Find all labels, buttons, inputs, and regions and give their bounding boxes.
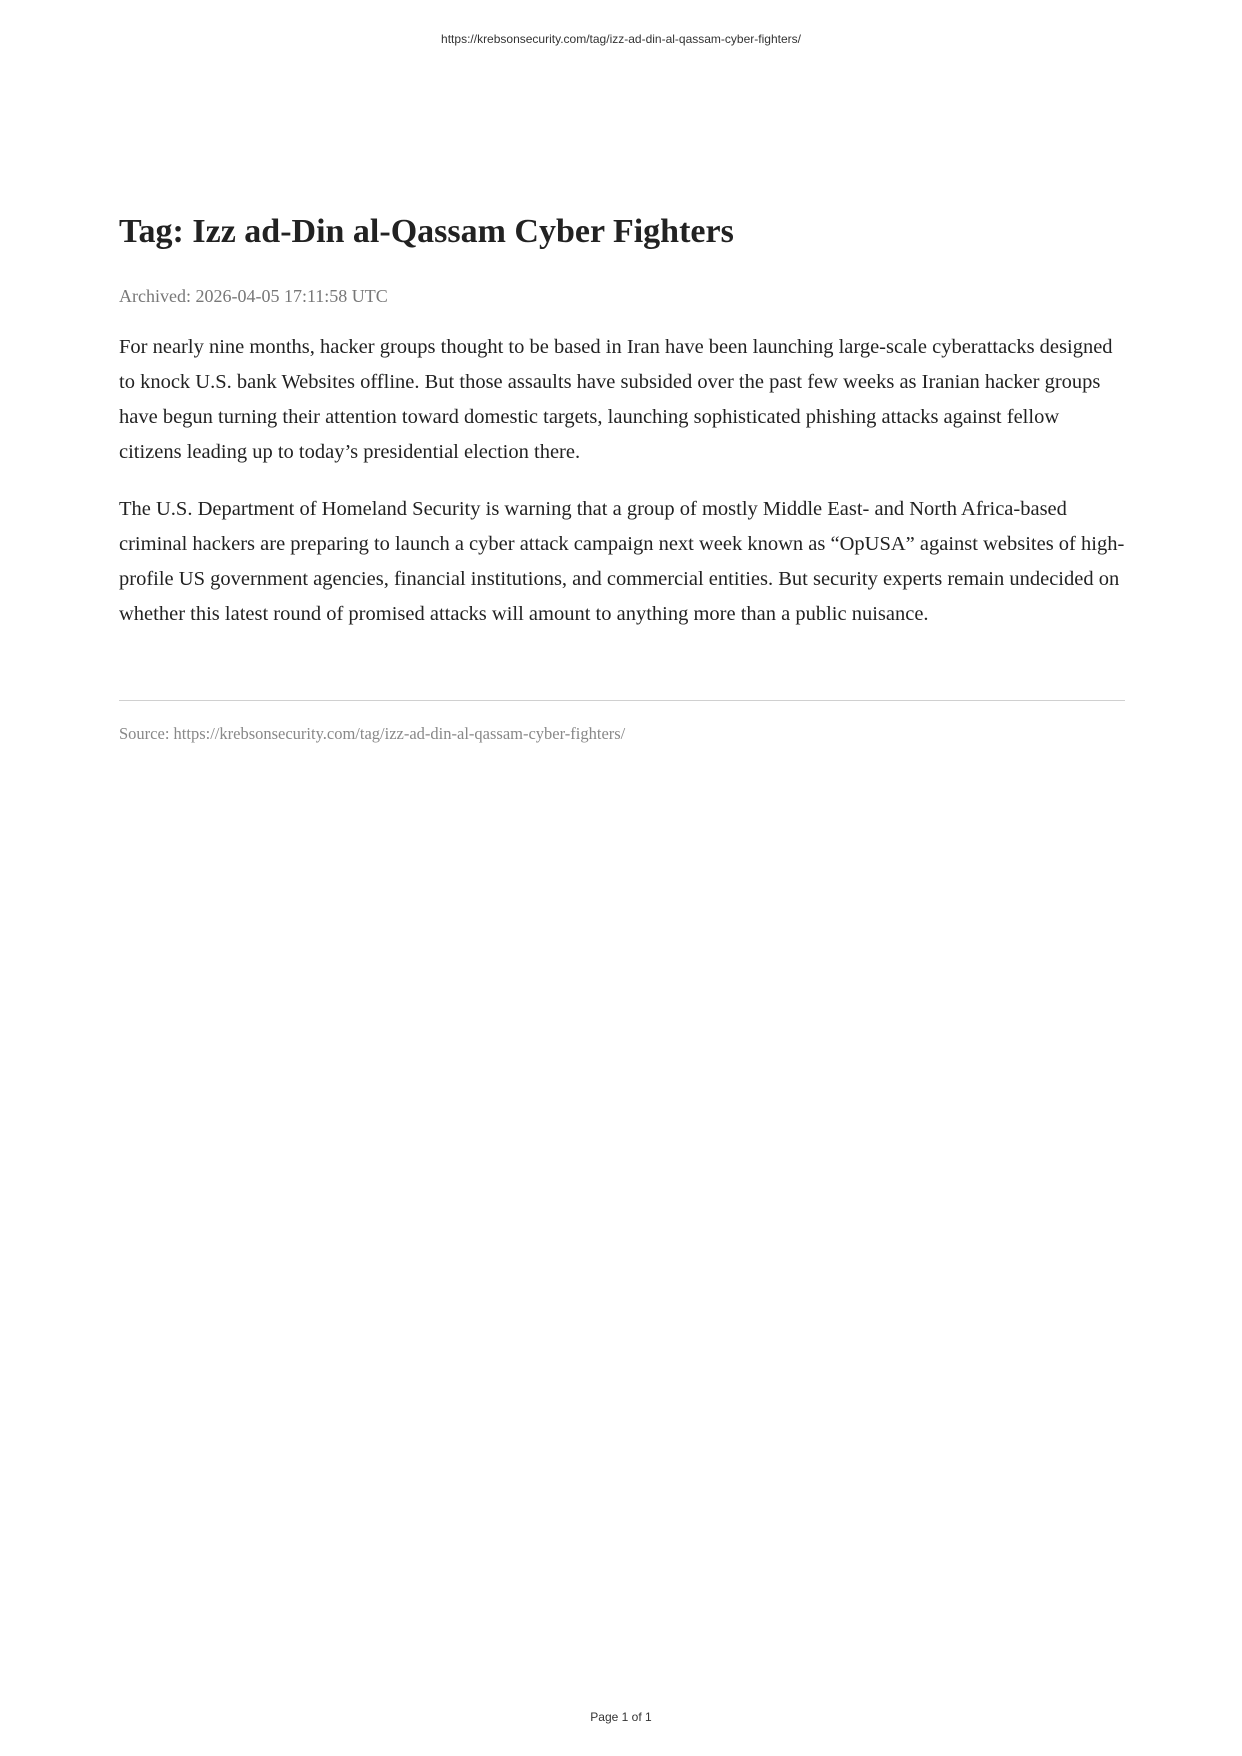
divider [119,700,1125,701]
article-paragraph-2: The U.S. Department of Homeland Security is warning that a group of mostly Middle East- and North Africa-based criminal hackers are preparing to launch a cyber attack campaign next week known as “OpUSA” against websites of high-profile US government agencies, financial institutions, and commercial entities. But security experts remain undecided on whether this latest round of promised attacks will amount to anything more than a public nuisance. [119,498,1125,625]
article-content [119,210,1125,745]
source-line: Source: https://krebsonsecurity.com/tag/izz-ad-din-al-qassam-cyber-fighters/ [119,724,626,743]
archived-timestamp: Archived: 2026-04-05 17:11:58 UTC [119,286,388,306]
article-paragraph-1: For nearly nine months, hacker groups thought to be based in Iran have been launching large-scale cyberattacks designed to knock U.S. bank Websites offline. But those assaults have subsided over the past few weeks as Iranian hacker groups have begun turning their attention toward domestic targets, launching sophisticated phishing attacks against fellow citizens leading up to today’s presidential election there. [119,336,1113,463]
print-header-url: https://krebsonsecurity.com/tag/izz-ad-din-al-qassam-cyber-fighters/ [441,32,801,46]
page-number: Page 1 of 1 [590,1710,652,1724]
page-title: Tag: Izz ad-Din al-Qassam Cyber Fighters [119,213,734,250]
